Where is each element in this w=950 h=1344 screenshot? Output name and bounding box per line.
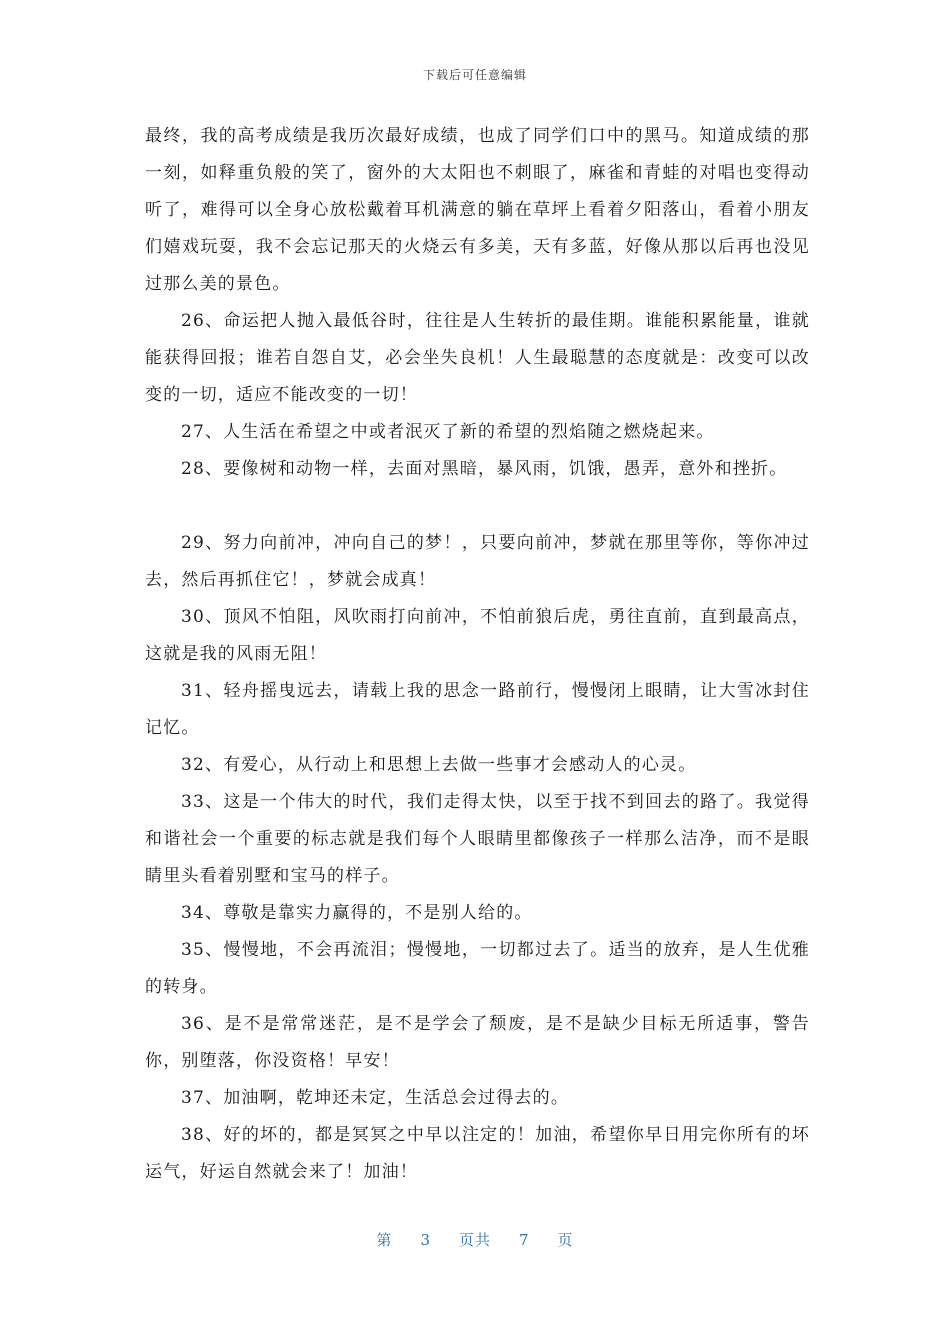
blank-line	[145, 488, 810, 525]
paragraph-31: 31、轻舟摇曳远去，请载上我的思念一路前行，慢慢闭上眼睛，让大雪冰封住记忆。	[145, 681, 810, 738]
footer-label-total: 页共	[458, 1231, 491, 1249]
paragraph-26: 26、命运把人抛入最低谷时，往往是人生转折的最佳期。谁能积累能量，谁就能获得回报；谁若自怨自艾，必会坐失良机！人生最聪慧的态度就是：改变可以改变的一切，适应不能改变的一切！	[145, 311, 810, 405]
paragraph-33: 33、这是一个伟大的时代，我们走得太快，以至于找不到回去的路了。我觉得和谐社会一个重要的标志就是我们每个人眼睛里都像孩子一样那么洁净，而不是眼睛里头看着别墅和宝马的样子。	[145, 792, 810, 886]
paragraph-30: 30、顶风不怕阻，风吹雨打向前冲，不怕前狼后虎，勇往直前，直到最高点，这就是我的风雨无阻！	[145, 607, 810, 664]
page-header: 下载后可任意编辑	[422, 68, 527, 82]
paragraph-29: 29、努力向前冲，冲向自己的梦！，只要向前冲，梦就在那里等你，等你冲过去，然后再抓住它！，梦就会成真！	[145, 533, 810, 590]
paragraph-38: 38、好的坏的，都是冥冥之中早以注定的！加油，希望你早日用完你所有的坏运气，好运自然就会来了！加油！	[145, 1125, 810, 1182]
paragraph-32: 32、有爱心，从行动上和思想上去做一些事才会感动人的心灵。	[181, 755, 697, 775]
paragraph-37: 37、加油啊，乾坤还未定，生活总会过得去的。	[181, 1088, 570, 1108]
paragraph-28: 28、要像树和动物一样，去面对黑暗，暴风雨，饥饿，愚弄，意外和挫折。	[181, 459, 788, 479]
paragraph-36: 36、是不是常常迷茫，是不是学会了颓废，是不是缺少目标无所适事，警告你，别堕落，你没资格！早安！	[145, 1014, 810, 1071]
footer-label-page: 第	[376, 1231, 393, 1249]
paragraph-continued: 最终，我的高考成绩是我历次最好成绩，也成了同学们口中的黑马。知道成绩的那一刻，如释重负般的笑了，窗外的大太阳也不刺眼了，麻雀和青蛙的对唱也变得动听了，难得可以全身心放松戴着耳机满意的躺在草坪上看着夕阳落山，看着小朋友们嬉戏玩耍，我不会忘记那天的火烧云有多美，天有多蓝，好像从那以后再也没见过那么美的景色。	[145, 126, 810, 294]
page-footer	[0, 1229, 950, 1250]
paragraph-34: 34、尊敬是靠实力赢得的，不是别人给的。	[181, 903, 533, 923]
footer-total-pages: 7	[519, 1231, 530, 1249]
footer-label-end: 页	[557, 1231, 574, 1249]
document-body	[145, 118, 810, 1191]
footer-current-page: 3	[420, 1231, 431, 1249]
paragraph-27: 27、人生活在希望之中或者泯灭了新的希望的烈焰随之燃烧起来。	[181, 422, 715, 442]
paragraph-35: 35、慢慢地，不会再流泪；慢慢地，一切都过去了。适当的放弃，是人生优雅的转身。	[145, 940, 810, 997]
